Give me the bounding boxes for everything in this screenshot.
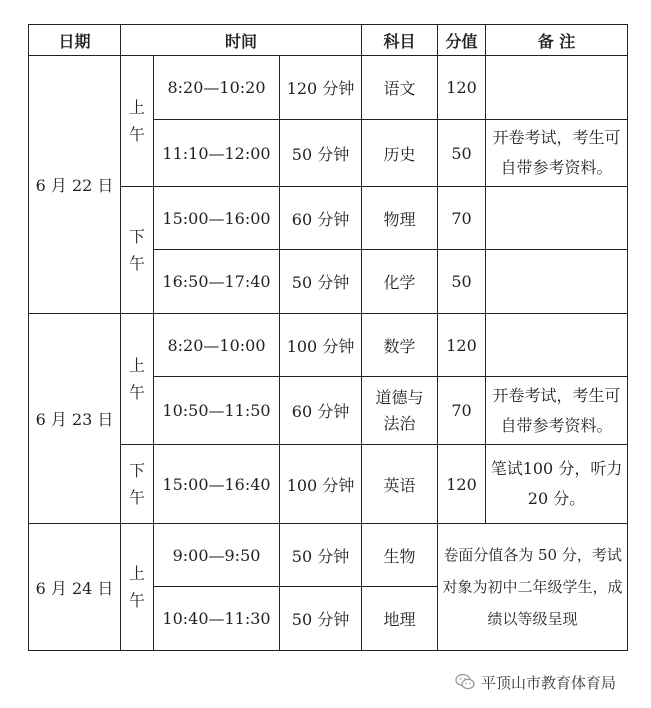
subject-cell: 语文 bbox=[362, 56, 438, 120]
time-cell: 11:10—12:00 bbox=[154, 120, 280, 187]
date-cell: 6 月 24 日 bbox=[29, 524, 121, 651]
header-remark: 备 注 bbox=[486, 25, 628, 56]
table-row bbox=[29, 524, 628, 587]
remark-cell: 开卷考试，考生可自带参考资料。 bbox=[486, 377, 628, 445]
remark-cell bbox=[486, 187, 628, 250]
score-cell: 50 bbox=[438, 120, 486, 187]
half-day-label: 上 午 bbox=[121, 56, 154, 187]
half-day-label: 下 午 bbox=[121, 445, 154, 524]
time-cell: 15:00—16:40 bbox=[154, 445, 280, 524]
duration-cell: 100 分钟 bbox=[280, 445, 362, 524]
subject-cell: 道德与 法治 bbox=[362, 377, 438, 445]
date-cell: 6 月 22 日 bbox=[29, 56, 121, 314]
date-cell: 6 月 23 日 bbox=[29, 314, 121, 524]
subject-cell: 历史 bbox=[362, 120, 438, 187]
subject-cell: 生物 bbox=[362, 524, 438, 587]
duration-cell: 120 分钟 bbox=[280, 56, 362, 120]
remark-cell bbox=[486, 56, 628, 120]
score-cell: 70 bbox=[438, 187, 486, 250]
wechat-icon bbox=[455, 673, 475, 691]
half-day-label: 下 午 bbox=[121, 187, 154, 314]
source-footer bbox=[455, 670, 616, 694]
duration-cell: 50 分钟 bbox=[280, 250, 362, 314]
time-cell: 16:50—17:40 bbox=[154, 250, 280, 314]
duration-cell: 60 分钟 bbox=[280, 187, 362, 250]
time-cell: 8:20—10:00 bbox=[154, 314, 280, 377]
score-cell: 120 bbox=[438, 56, 486, 120]
half-day-label: 上 午 bbox=[121, 314, 154, 445]
header-subject: 科目 bbox=[362, 25, 438, 56]
remark-cell bbox=[486, 314, 628, 377]
time-cell: 10:50—11:50 bbox=[154, 377, 280, 445]
half-day-label: 上 午 bbox=[121, 524, 154, 651]
subject-cell: 化学 bbox=[362, 250, 438, 314]
remark-cell: 笔试100 分，听力 20 分。 bbox=[486, 445, 628, 524]
time-cell: 8:20—10:20 bbox=[154, 56, 280, 120]
source-name: 平顶山市教育体育局 bbox=[481, 673, 617, 692]
remark-cell: 开卷考试，考生可自带参考资料。 bbox=[486, 120, 628, 187]
subject-cell: 数学 bbox=[362, 314, 438, 377]
remark-cell: 卷面分值各为 50 分，考试对象为初中二年级学生，成绩以等级呈现 bbox=[438, 524, 628, 651]
score-cell: 50 bbox=[438, 250, 486, 314]
time-cell: 9:00—9:50 bbox=[154, 524, 280, 587]
score-cell: 120 bbox=[438, 445, 486, 524]
header-row bbox=[29, 25, 628, 56]
table-row bbox=[29, 56, 628, 120]
time-cell: 15:00—16:00 bbox=[154, 187, 280, 250]
exam-schedule-table bbox=[28, 24, 628, 651]
header-date: 日期 bbox=[29, 25, 121, 56]
header-score: 分值 bbox=[438, 25, 486, 56]
subject-cell: 地理 bbox=[362, 587, 438, 651]
duration-cell: 60 分钟 bbox=[280, 377, 362, 445]
header-time: 时间 bbox=[121, 25, 362, 56]
remark-cell bbox=[486, 250, 628, 314]
score-cell: 70 bbox=[438, 377, 486, 445]
duration-cell: 50 分钟 bbox=[280, 587, 362, 651]
duration-cell: 50 分钟 bbox=[280, 120, 362, 187]
score-cell: 120 bbox=[438, 314, 486, 377]
duration-cell: 100 分钟 bbox=[280, 314, 362, 377]
subject-cell: 英语 bbox=[362, 445, 438, 524]
time-cell: 10:40—11:30 bbox=[154, 587, 280, 651]
duration-cell: 50 分钟 bbox=[280, 524, 362, 587]
subject-cell: 物理 bbox=[362, 187, 438, 250]
table-row bbox=[29, 314, 628, 377]
